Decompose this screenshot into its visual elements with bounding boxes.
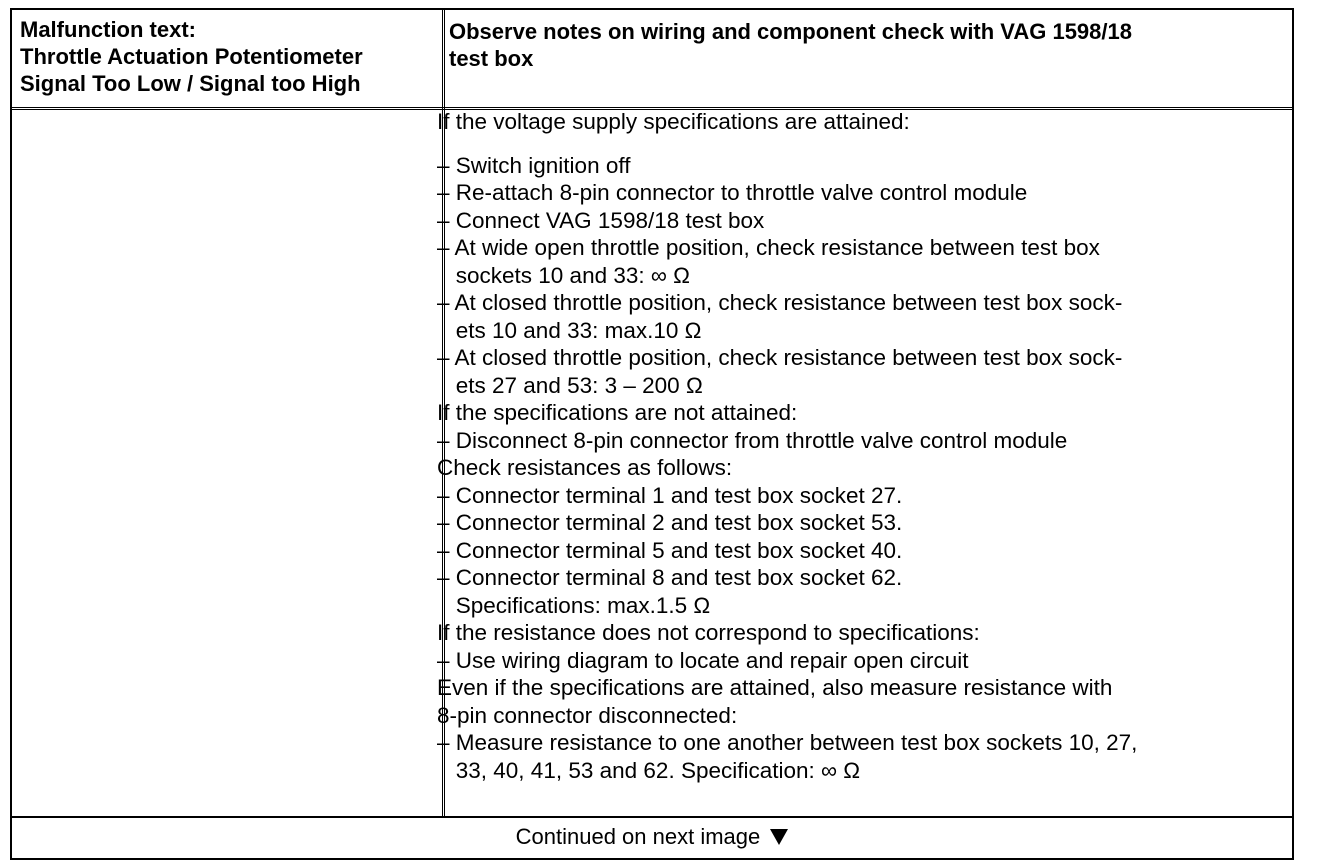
procedure-line: 8-pin connector disconnected: [437,702,738,728]
procedure-line: sockets 10 and 33: ∞ Ω [437,262,690,288]
procedure-line: – Measure resistance to one another between test box sockets 10, 27, [437,730,1138,755]
heading-line: Malfunction text: [20,17,196,42]
procedure-line: – Disconnect 8-pin connector from throttle valve control module [437,427,1068,453]
procedure-line: – Connect VAG 1598/18 test box [437,207,765,233]
procedure-line: If the resistance does not correspond to specifications: [437,620,980,645]
procedure-line: – At closed throttle position, check resistance between test box sock- [437,345,1123,370]
procedure-line: If the specifications are not attained: [437,400,798,425]
procedure-line: – Connector terminal 2 and test box socket 53. [437,510,903,535]
procedure-line: Specifications: max.1.5 Ω [437,592,711,618]
procedure-line: ets 10 and 33: max.10 Ω [437,317,702,343]
procedure-line: – At closed throttle position, check resistance between test box sock- [437,290,1123,315]
malfunction-text-heading [20,16,435,97]
procedure-line: ets 27 and 53: 3 – 200 Ω [437,372,703,398]
procedure-line: – Connector terminal 5 and test box socket 40. [437,537,903,563]
procedure-line: – Connector terminal 8 and test box socket 62. [437,565,903,590]
procedure-line: Even if the specifications are attained, also measure resistance with [437,675,1113,700]
heading-line: Signal Too Low / Signal too High [20,71,361,96]
continued-label: Continued on next image [515,824,761,849]
notes-heading [449,18,1279,72]
procedure-line: – At wide open throttle position, check resistance between test box [437,235,1100,260]
heading-line: Observe notes on wiring and component check with VAG 1598/18 [449,19,1132,44]
procedure-line: 33, 40, 41, 53 and 62. Specification: ∞ Ω [437,757,861,783]
procedure-line: Check resistances as follows: [437,455,733,480]
procedure-intro: If the voltage supply specifications are attained: [437,109,910,134]
procedure-line: – Switch ignition off [437,152,631,178]
heading-line: test box [449,46,534,71]
procedure-text [437,108,1277,784]
heading-line: Throttle Actuation Potentiometer [20,44,363,69]
procedure-line: – Use wiring diagram to locate and repair open circuit [437,647,969,673]
procedure-steps [437,152,1277,785]
procedure-line: – Re-attach 8-pin connector to throttle valve control module [437,180,1028,205]
procedure-line: – Connector terminal 1 and test box socket 27. [437,482,903,508]
